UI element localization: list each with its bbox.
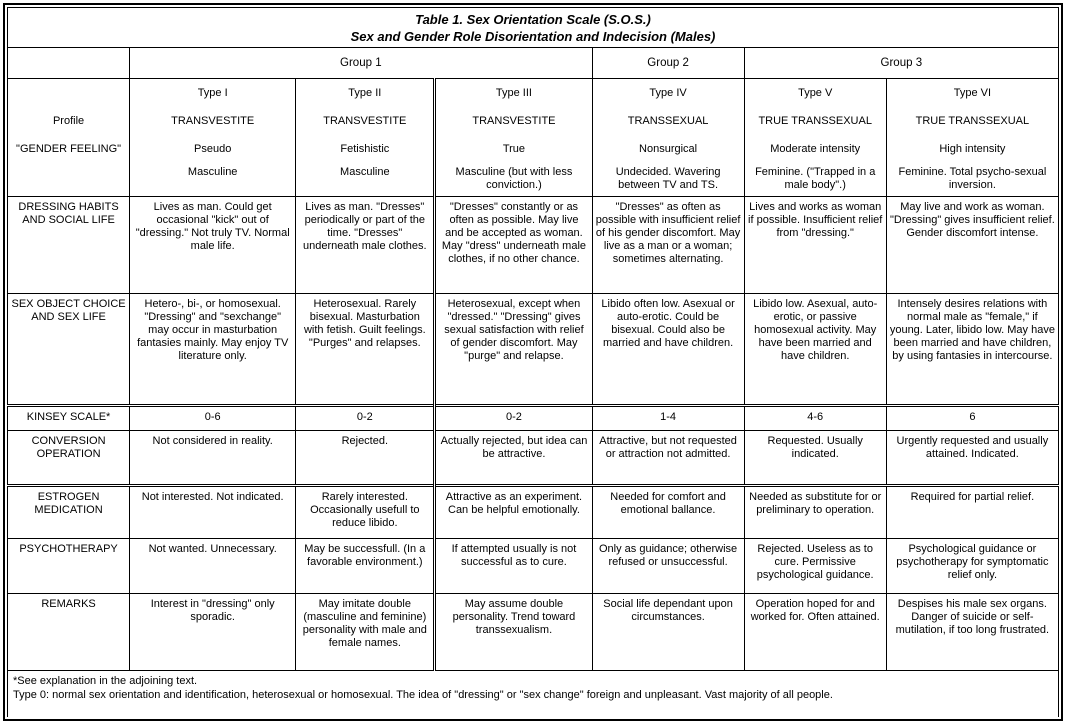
table-row-conversion <box>8 431 1059 486</box>
table-cell: Only as guidance; otherwise refused or unsuccessful. <box>592 539 744 594</box>
profile-subtype: Moderate intensity <box>770 142 861 155</box>
row-label: PSYCHOTHERAPY <box>8 539 130 594</box>
footnote-line2: Type 0: normal sex orientation and identification, heterosexual or homosexual. The idea of "dressing" or "sex change" foreign and unpleasant. Vast majority of all people. <box>13 688 833 701</box>
table-cell: Libido often low. Asexual or auto-erotic. Could be bisexual. Could also be married and have children. <box>592 294 744 406</box>
table-cell: Rarely interested. Occasionally usefull to reduce libido. <box>296 486 435 539</box>
profile-subtype: True <box>502 142 526 155</box>
profile-feeling: Undecided. Wavering between TV and TS. <box>615 166 721 191</box>
row-label: CONVERSION OPERATION <box>8 431 130 486</box>
table-row-kinsey <box>8 406 1059 431</box>
title-row <box>8 8 1059 48</box>
type-label: Type IV <box>649 86 687 99</box>
table-title-line2: Sex and Gender Role Disorientation and Indecision (Males) <box>350 28 716 44</box>
table-cell: 0-6 <box>130 406 296 431</box>
group-header-2: Group 2 <box>592 48 744 79</box>
table-cell: Psychological guidance or psychotherapy for symptomatic relief only. <box>886 539 1058 594</box>
table-cell: May be successfull. (In a favorable environment.) <box>296 539 435 594</box>
profile-feeling: Masculine (but with less conviction.) <box>455 166 573 191</box>
profile-cell-type4 <box>592 79 744 197</box>
table-cell: Lives as man. "Dresses" periodically or part of the time. "Dresses" underneath male clothes. <box>296 197 435 294</box>
table-cell: Despises his male sex organs. Danger of suicide or self-mutilation, if too long frustrated. <box>886 594 1058 671</box>
profile-category: TRANSVESTITE <box>171 114 255 127</box>
type-label: Type III <box>495 86 532 99</box>
profile-cell-type6 <box>886 79 1058 197</box>
table-cell: Intensely desires relations with normal male as "female," if young. Later, libido low. May have been married and have children, by using fantasies in intercourse. <box>886 294 1058 406</box>
profile-category: TRANSVESTITE <box>472 114 556 127</box>
profile-category: TRUE TRANSSEXUAL <box>758 114 872 127</box>
profile-cell-type5 <box>744 79 886 197</box>
table-cell: Heterosexual. Rarely bisexual. Masturbation with fetish. Guilt feelings. "Purges" and relapses. <box>296 294 435 406</box>
profile-subtype: Nonsurgical <box>639 142 698 155</box>
row-label: KINSEY SCALE* <box>8 406 130 431</box>
type-label: Type I <box>197 86 228 99</box>
table-cell: Rejected. <box>296 431 435 486</box>
table-cell: 1-4 <box>592 406 744 431</box>
table-cell: Requested. Usually indicated. <box>744 431 886 486</box>
table-cell: Social life dependant upon circumstances. <box>592 594 744 671</box>
profile-row-label <box>8 79 130 197</box>
profile-feeling: Masculine <box>340 166 390 178</box>
footnote-line1: *See explanation in the adjoining text. <box>13 675 198 687</box>
profile-cell-type3 <box>435 79 592 197</box>
group-header-1: Group 1 <box>130 48 592 79</box>
profile-feeling: Masculine <box>187 166 238 178</box>
table-cell: Libido low. Asexual, auto-erotic, or passive homosexual activity. May have been married and have children. <box>744 294 886 406</box>
table-cell: 0-2 <box>435 406 592 431</box>
table-cell: Not interested. Not indicated. <box>130 486 296 539</box>
profile-category: TRUE TRANSSEXUAL <box>915 114 1030 127</box>
table-row-remarks <box>8 594 1059 671</box>
profile-category: TRANSSEXUAL <box>627 114 709 127</box>
table-cell: Heterosexual, except when "dressed." "Dressing" gives sexual satisfaction with relief of gender discomfort. May "purge" and relapse. <box>435 294 592 406</box>
table-row-dressing <box>8 197 1059 294</box>
group-header-3: Group 3 <box>744 48 1058 79</box>
table-row-estrogen <box>8 486 1059 539</box>
table-cell: May live and work as woman. "Dressing" gives insufficient relief. Gender discomfort intense. <box>886 197 1058 294</box>
table-cell: 4-6 <box>744 406 886 431</box>
type-label: Type V <box>798 86 833 99</box>
table-cell: Lives and works as woman if possible. Insufficient relief from "dressing." <box>744 197 886 294</box>
profile-category: TRANSVESTITE <box>323 114 407 127</box>
row-label: REMARKS <box>8 594 130 671</box>
table-cell: Required for partial relief. <box>886 486 1058 539</box>
table-cell: May assume double personality. Trend toward transsexualism. <box>435 594 592 671</box>
table-cell: Urgently requested and usually attained. Indicated. <box>886 431 1058 486</box>
profile-subtype: Pseudo <box>194 142 232 155</box>
table-title <box>8 8 1059 48</box>
type-label: Type VI <box>953 86 992 99</box>
table-cell: Needed as substitute for or preliminary to operation. <box>744 486 886 539</box>
table-cell: Operation hoped for and worked for. Often attained. <box>744 594 886 671</box>
row-label: ESTROGEN MEDICATION <box>8 486 130 539</box>
profile-feeling: Feminine. ("Trapped in a male body".) <box>755 166 876 191</box>
row-label: DRESSING HABITS AND SOCIAL LIFE <box>8 197 130 294</box>
table-cell: May imitate double (masculine and feminine) personality with male and female names. <box>296 594 435 671</box>
table-cell: 0-2 <box>296 406 435 431</box>
table-cell: Not considered in reality. <box>130 431 296 486</box>
group-header-spacer <box>8 48 130 79</box>
type-label: Type II <box>348 86 382 99</box>
profile-row <box>8 79 1059 197</box>
table-cell: Attractive, but not requested or attraction not admitted. <box>592 431 744 486</box>
profile-feeling: Feminine. Total psycho-sexual inversion. <box>898 166 1047 191</box>
table-cell: Not wanted. Unnecessary. <box>130 539 296 594</box>
table-row-psychotherapy <box>8 539 1059 594</box>
table-cell: Actually rejected, but idea can be attractive. <box>435 431 592 486</box>
table-cell: Rejected. Useless as to cure. Permissive psychological guidance. <box>744 539 886 594</box>
table-cell: If attempted usually is not successful as to cure. <box>435 539 592 594</box>
table-cell: "Dresses" constantly or as often as possible. May live and be accepted as woman. May "dress" underneath male clothes, if no other chance. <box>435 197 592 294</box>
profile-subtype: Fetishistic <box>340 142 390 155</box>
table-cell: "Dresses" as often as possible with insufficient relief of his gender discomfort. May live as a man or a woman; sometimes alternating. <box>592 197 744 294</box>
table-cell: Hetero-, bi-, or homosexual. "Dressing" and "sexchange" may occur in masturbation fantasies mainly. May enjoy TV literature only. <box>130 294 296 406</box>
group-header-row <box>8 48 1059 79</box>
footnote <box>8 671 1059 718</box>
table-frame <box>3 3 1063 721</box>
table-cell: Attractive as an experiment. Can be helpful emotionally. <box>435 486 592 539</box>
sos-table <box>7 7 1059 717</box>
profile-subtype: High intensity <box>939 142 1006 155</box>
table-cell: 6 <box>886 406 1058 431</box>
table-cell: Lives as man. Could get occasional "kick" out of "dressing." Not truly TV. Normal male life. <box>130 197 296 294</box>
table-cell: Interest in "dressing" only sporadic. <box>130 594 296 671</box>
table-cell: Needed for comfort and emotional ballance. <box>592 486 744 539</box>
table-title-line1: Table 1. Sex Orientation Scale (S.O.S.) <box>415 11 651 27</box>
profile-cell-type1 <box>130 79 296 197</box>
spacer <box>8 79 129 107</box>
footnote-row <box>8 671 1059 718</box>
gender-feeling-label: "GENDER FEELING" <box>16 142 122 155</box>
profile-label: Profile <box>52 114 85 127</box>
row-label: SEX OBJECT CHOICE AND SEX LIFE <box>8 294 130 406</box>
profile-cell-type2 <box>296 79 435 197</box>
table-row-sex-object <box>8 294 1059 406</box>
